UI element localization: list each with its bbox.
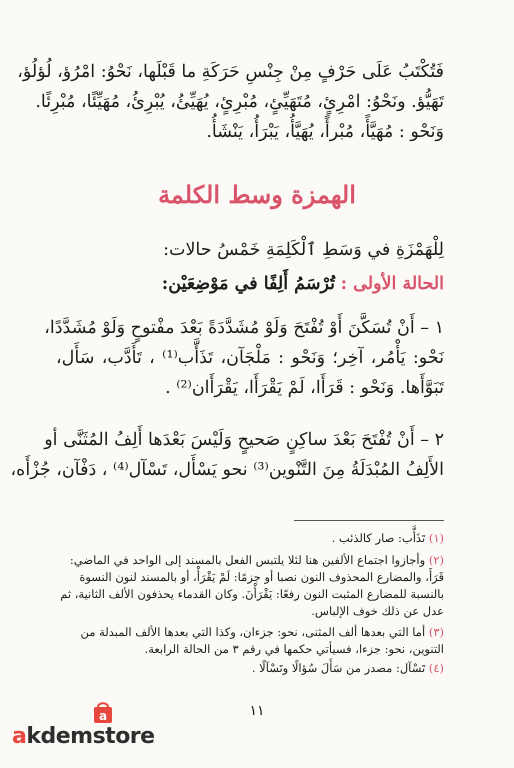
page-number: ١١ bbox=[249, 703, 265, 719]
footnote-number: (٤) bbox=[428, 661, 444, 675]
case2-line-1: ٢ – أَنْ تُفْتَحَ بَعْدَ ساكِنٍ صَحيحٍ وَلَيْسَ بَعْدَها أَلِفُ المُثَنَّى أو bbox=[44, 430, 444, 450]
case1-line-3: تَبَوَّأَها. وَنَحْو : قَرَأَا، لَمْ يَقْرَأَا، يَقْرَأَان⁽²⁾ . bbox=[165, 378, 444, 398]
svg-text:a: a bbox=[98, 709, 108, 723]
footnote-3 bbox=[56, 624, 444, 641]
intro-line: لِلْهَمْزَةِ في وَسَطِ ٱلْكَلِمَةِ خَمْسُ حالات: bbox=[163, 240, 444, 260]
footnote-number: (١) bbox=[428, 531, 444, 545]
logo-wordmark bbox=[12, 724, 155, 749]
store-logo bbox=[12, 700, 192, 762]
section-heading: الهمزة وسط الكلمة bbox=[158, 180, 356, 209]
case1-title bbox=[56, 270, 444, 298]
footnote-2 bbox=[56, 552, 444, 569]
case2-line-2: الأَلِفُ المُبْدَلَةُ مِنَ التَّنْوين⁽³⁾ نحو يَسْأَل، تَسْآل⁽⁴⁾ ، دَفْآن، جُزْأَه، bbox=[10, 460, 444, 480]
footnote-3-line-2: التنوين، نحو: جزءا، فسيأتي حكمها في رقم ٣ من الحالة الرابعة. bbox=[144, 642, 444, 656]
footnote-text: تَذَأَّب: صار كالذئب . bbox=[331, 531, 426, 545]
logo-letter-a: a bbox=[12, 724, 27, 749]
footnote-2-line-4: عدل عن ذلك خوف الإلباس. bbox=[311, 604, 444, 618]
body-line-3: وَنَحْو : مُهَيَّأً، مُبْرأً، يُهَيَّأُ، يَبْرَأُ، يَنْشَأُ. bbox=[206, 122, 444, 142]
footnote-2-line-3: بالنسبة للمضارع المثبت النون رفعًا: يَقْرَأْنَ. وكان القدماء يحذفون الألف الثانية، ثم bbox=[60, 587, 444, 601]
body-line-1: فَتُكْتَبُ عَلَى حَرْفٍ مِنْ جِنْسِ حَرَكَةِ ما قَبْلَها، نَحْوُ: امْرُؤ، لُؤلُؤ، bbox=[17, 62, 444, 82]
case1-line-1: ١ – أَنْ تُسَكَّنَ أَوْ تُفْتَحَ وَلَوْ مُشَدَّدَةً بَعْدَ مفْتوحٍ وَلَوْ مُشَدَّدًا، bbox=[44, 318, 444, 338]
footnote-4 bbox=[56, 660, 444, 677]
case1-label: الحالة الأولى : bbox=[340, 274, 444, 294]
footnote-number: (٢) bbox=[428, 553, 444, 567]
footnote-text: وأجازوا اجتماع الألفين هنا لئلا يلتبس الفعل بالمسند إلى الواحد في الماضي: bbox=[69, 553, 426, 567]
footnote-2-line-2: قَرَأَ، والمضارع المحذوف النون نصبا أو جزمًا: لَمْ يَقْرَأْ، أو بالمسند لنون النسوة bbox=[79, 570, 444, 584]
shopping-bag-icon bbox=[92, 700, 114, 724]
body-line-2: تَهَيُّؤ. ونَحْوُ: امْرِئٍ، مُتَهَيِّئٍ، مُبْرِئٍ، يُهَيِّئُ، يُبْرِئُ، مُهَيِّئًا، مُبْرِئًا. bbox=[35, 92, 444, 112]
footnote-1 bbox=[56, 530, 444, 547]
footnote-text: أما التي بعدها ألف المثنى، نحو: جزءان، وكذا التي بعدها الألف المبدلة من bbox=[80, 625, 426, 639]
case1-text: تُرْسَمُ أَلِفًا في مَوْضِعَيْن: bbox=[161, 274, 336, 294]
footnote-rule bbox=[294, 520, 444, 521]
footnote-number: (٣) bbox=[428, 625, 444, 639]
footnote-text: تَسْآل: مصدر من سَأَلَ سُؤالًا وتَسْآلًا . bbox=[251, 661, 426, 675]
case1-line-2: نَحْو: يَأْمُر، آخِر؛ وَنَحْو : مَلْجَآن، تَذَأَّب⁽¹⁾ ، تَأَدَّب، سَأَل، bbox=[56, 348, 444, 368]
logo-letters-rest: kdemstore bbox=[26, 724, 155, 749]
